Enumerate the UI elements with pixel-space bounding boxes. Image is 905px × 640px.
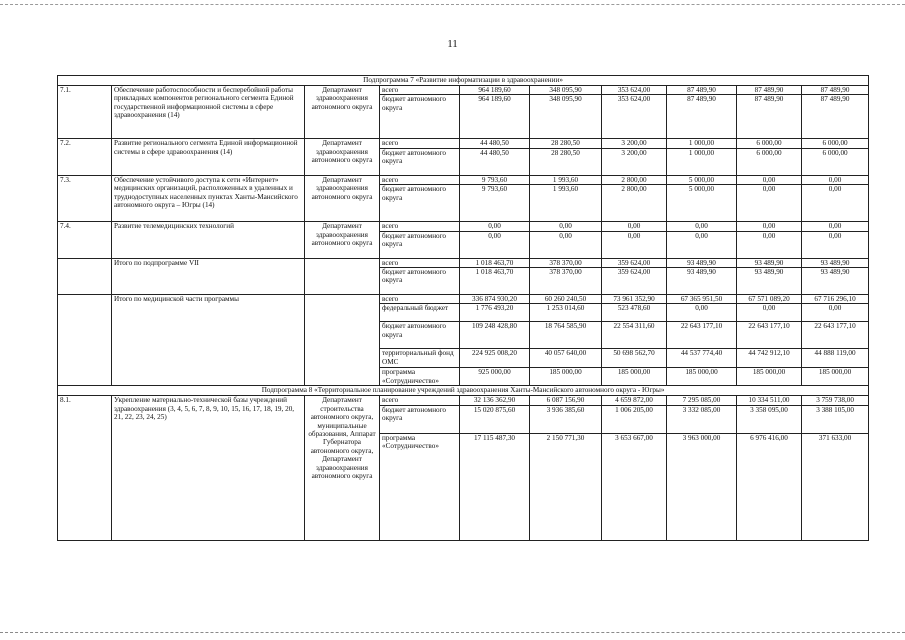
funding-source: бюджет автономного округа (380, 148, 460, 175)
executor: Департамент здравоохранения автономного округа (305, 139, 380, 175)
amount-year-3: 7 295 085,00 (667, 396, 737, 405)
funding-source: бюджет автономного округа (380, 231, 460, 258)
amount-year-2: 1 006 205,00 (602, 405, 667, 433)
amount-year-1: 3 936 385,60 (530, 405, 602, 433)
subprogram-7-header: Подпрограмма 7 «Развитие информатизации в здравоохранении» (58, 76, 869, 86)
amount-year-1: 1 253 014,60 (530, 304, 602, 322)
amount-year-4: 87 489,90 (737, 86, 802, 95)
amount-year-3: 3 332 085,00 (667, 405, 737, 433)
amount-year-5: 87 489,90 (802, 86, 869, 95)
row-index-empty (58, 295, 112, 386)
funding-source: территориальный фонд ОМС (380, 349, 460, 368)
amount-total: 964 189,60 (460, 86, 530, 95)
amount-year-2: 185 000,00 (602, 368, 667, 386)
funding-source: бюджет автономного округа (380, 268, 460, 295)
amount-year-2: 523 478,60 (602, 304, 667, 322)
amount-year-2: 353 624,00 (602, 86, 667, 95)
amount-year-5: 93 489,90 (802, 268, 869, 295)
executor: Департамент здравоохранения автономного округа (305, 175, 380, 221)
amount-total: 9 793,60 (460, 185, 530, 222)
row-index: 7.3. (58, 175, 112, 221)
amount-year-1: 0,00 (530, 222, 602, 231)
amount-total: 17 115 487,30 (460, 433, 530, 540)
amount-year-1: 18 764 585,90 (530, 322, 602, 349)
amount-year-5: 0,00 (802, 304, 869, 322)
amount-year-2: 353 624,00 (602, 95, 667, 139)
amount-year-4: 6 000,00 (737, 139, 802, 148)
amount-year-5: 0,00 (802, 231, 869, 258)
amount-year-5: 87 489,90 (802, 95, 869, 139)
amount-year-5: 0,00 (802, 175, 869, 184)
amount-year-2: 50 698 562,70 (602, 349, 667, 368)
amount-year-4: 67 571 089,20 (737, 295, 802, 304)
measure-name: Развитие телемедицинских технологий (112, 222, 305, 258)
amount-year-5: 3 388 105,00 (802, 405, 869, 433)
amount-year-1: 28 280,50 (530, 148, 602, 175)
amount-year-5: 6 000,00 (802, 148, 869, 175)
amount-total: 336 874 930,20 (460, 295, 530, 304)
amount-year-2: 0,00 (602, 222, 667, 231)
amount-year-5: 93 489,90 (802, 258, 869, 267)
amount-year-3: 5 000,00 (667, 175, 737, 184)
amount-year-2: 3 200,00 (602, 148, 667, 175)
funding-source: бюджет автономного округа (380, 322, 460, 349)
amount-total: 109 248 428,80 (460, 322, 530, 349)
amount-year-4: 0,00 (737, 185, 802, 222)
amount-total: 15 020 875,60 (460, 405, 530, 433)
funding-source: всего (380, 396, 460, 405)
measure-name: Обеспечение устойчивого доступа к сети «Интернет» медицинских организаций, расположенных в удаленных и труднодоступных населенных пунктах Ханты-Мансийского автономного округа – Югры (14) (112, 175, 305, 221)
amount-year-4: 6 000,00 (737, 148, 802, 175)
amount-year-1: 1 993,60 (530, 185, 602, 222)
amount-year-5: 0,00 (802, 185, 869, 222)
amount-year-4: 0,00 (737, 304, 802, 322)
table-row (58, 396, 869, 405)
amount-year-4: 3 358 095,00 (737, 405, 802, 433)
amount-year-3: 0,00 (667, 304, 737, 322)
row-index: 7.1. (58, 86, 112, 139)
amount-year-1: 40 057 640,00 (530, 349, 602, 368)
amount-year-3: 0,00 (667, 222, 737, 231)
amount-year-1: 348 095,90 (530, 86, 602, 95)
amount-year-5: 44 888 119,00 (802, 349, 869, 368)
amount-year-3: 87 489,90 (667, 95, 737, 139)
executor-empty (305, 295, 380, 386)
amount-total: 44 480,50 (460, 148, 530, 175)
amount-year-3: 1 000,00 (667, 148, 737, 175)
funding-source: всего (380, 86, 460, 95)
amount-year-3: 1 000,00 (667, 139, 737, 148)
amount-year-5: 67 716 296,10 (802, 295, 869, 304)
amount-total: 1 018 463,70 (460, 258, 530, 267)
amount-year-2: 2 800,00 (602, 175, 667, 184)
amount-year-3: 93 489,90 (667, 268, 737, 295)
amount-total: 224 925 008,20 (460, 349, 530, 368)
amount-year-4: 10 334 511,00 (737, 396, 802, 405)
subtotal-row (58, 258, 869, 267)
table-row (58, 139, 869, 148)
funding-source: всего (380, 295, 460, 304)
amount-year-2: 73 961 352,90 (602, 295, 667, 304)
amount-year-5: 0,00 (802, 222, 869, 231)
amount-year-4: 6 976 416,00 (737, 433, 802, 540)
funding-source: всего (380, 175, 460, 184)
page-number: 11 (447, 38, 458, 50)
row-index: 8.1. (58, 396, 112, 540)
funding-source: бюджет автономного округа (380, 95, 460, 139)
executor: Департамент здравоохранения автономного округа (305, 86, 380, 139)
amount-year-4: 44 742 912,10 (737, 349, 802, 368)
amount-total: 0,00 (460, 231, 530, 258)
scan-edge-bottom (0, 632, 905, 633)
row-index: 7.2. (58, 139, 112, 175)
amount-year-3: 67 365 951,50 (667, 295, 737, 304)
funding-source: всего (380, 139, 460, 148)
amount-year-2: 3 200,00 (602, 139, 667, 148)
budget-table (57, 75, 869, 541)
executor: Департамент строительства автономного округа, муниципальные образования, Аппарат Губернатора автономного округа, Департамент здравоохранения автономного округа (305, 396, 380, 540)
amount-year-3: 3 963 000,00 (667, 433, 737, 540)
amount-year-5: 371 633,00 (802, 433, 869, 540)
funding-source: всего (380, 222, 460, 231)
amount-year-4: 185 000,00 (737, 368, 802, 386)
amount-year-5: 22 643 177,10 (802, 322, 869, 349)
amount-year-2: 2 800,00 (602, 185, 667, 222)
amount-total: 32 136 362,90 (460, 396, 530, 405)
amount-year-4: 22 643 177,10 (737, 322, 802, 349)
measure-name: Укрепление материально-технической базы учреждений здравоохранения (3, 4, 5, 6, 7, 8, 9, 10, 15, 16, 17, 18, 19, 20, 21, 22, 23, 24, 25) (112, 396, 305, 540)
amount-year-5: 6 000,00 (802, 139, 869, 148)
amount-total: 9 793,60 (460, 175, 530, 184)
amount-year-3: 5 000,00 (667, 185, 737, 222)
amount-total: 964 189,60 (460, 95, 530, 139)
amount-year-4: 93 489,90 (737, 268, 802, 295)
amount-year-2: 3 653 667,00 (602, 433, 667, 540)
table-row (58, 175, 869, 184)
amount-year-1: 28 280,50 (530, 139, 602, 148)
amount-year-3: 87 489,90 (667, 86, 737, 95)
amount-year-3: 185 000,00 (667, 368, 737, 386)
subtotal-name: Итого по подпрограмме VII (112, 258, 305, 294)
table-row (58, 86, 869, 95)
table-row (58, 222, 869, 231)
funding-source: федеральный бюджет (380, 304, 460, 322)
amount-total: 925 000,00 (460, 368, 530, 386)
amount-year-2: 0,00 (602, 231, 667, 258)
amount-year-1: 2 150 771,30 (530, 433, 602, 540)
amount-year-2: 359 624,00 (602, 258, 667, 267)
amount-year-2: 22 554 311,60 (602, 322, 667, 349)
funding-source: бюджет автономного округа (380, 185, 460, 222)
amount-year-3: 0,00 (667, 231, 737, 258)
amount-year-2: 359 624,00 (602, 268, 667, 295)
amount-year-1: 348 095,90 (530, 95, 602, 139)
funding-source: бюджет автономного округа (380, 405, 460, 433)
amount-year-4: 93 489,90 (737, 258, 802, 267)
funding-source: программа «Сотрудничество» (380, 368, 460, 386)
amount-total: 0,00 (460, 222, 530, 231)
subprogram-8-header: Подпрограмма 8 «Территориальное планирование учреждений здравоохранения Ханты-Мансийского автономного округа - Югры» (58, 386, 869, 396)
amount-year-2: 4 659 872,00 (602, 396, 667, 405)
amount-year-1: 185 000,00 (530, 368, 602, 386)
amount-year-1: 6 087 156,90 (530, 396, 602, 405)
executor: Департамент здравоохранения автономного округа (305, 222, 380, 258)
scan-edge-top (0, 4, 905, 5)
amount-total: 44 480,50 (460, 139, 530, 148)
amount-year-5: 3 759 738,00 (802, 396, 869, 405)
measure-name: Обеспечение работоспособности и бесперебойной работы прикладных компонентов регионального сегмента Единой государственной информационной системы в сфере здравоохранения (14) (112, 86, 305, 139)
amount-year-3: 93 489,90 (667, 258, 737, 267)
amount-year-4: 0,00 (737, 231, 802, 258)
amount-year-4: 87 489,90 (737, 95, 802, 139)
amount-year-4: 0,00 (737, 222, 802, 231)
funding-source: всего (380, 258, 460, 267)
amount-year-3: 44 537 774,40 (667, 349, 737, 368)
amount-year-1: 378 370,00 (530, 268, 602, 295)
amount-year-4: 0,00 (737, 175, 802, 184)
grand-total-row (58, 295, 869, 304)
grand-total-name: Итого по медицинской части программы (112, 295, 305, 386)
amount-year-1: 60 260 240,50 (530, 295, 602, 304)
amount-year-1: 1 993,60 (530, 175, 602, 184)
amount-year-5: 185 000,00 (802, 368, 869, 386)
amount-year-1: 378 370,00 (530, 258, 602, 267)
measure-name: Развитие регионального сегмента Единой информационной системы в сфере здравоохранения (14) (112, 139, 305, 175)
row-index-empty (58, 258, 112, 294)
amount-year-1: 0,00 (530, 231, 602, 258)
subprogram-7-header-row (58, 76, 869, 86)
row-index: 7.4. (58, 222, 112, 258)
amount-total: 1 776 493,20 (460, 304, 530, 322)
amount-year-3: 22 643 177,10 (667, 322, 737, 349)
executor-empty (305, 258, 380, 294)
subprogram-8-header-row (58, 386, 869, 396)
funding-source: программа «Сотрудничество» (380, 433, 460, 540)
amount-total: 1 018 463,70 (460, 268, 530, 295)
